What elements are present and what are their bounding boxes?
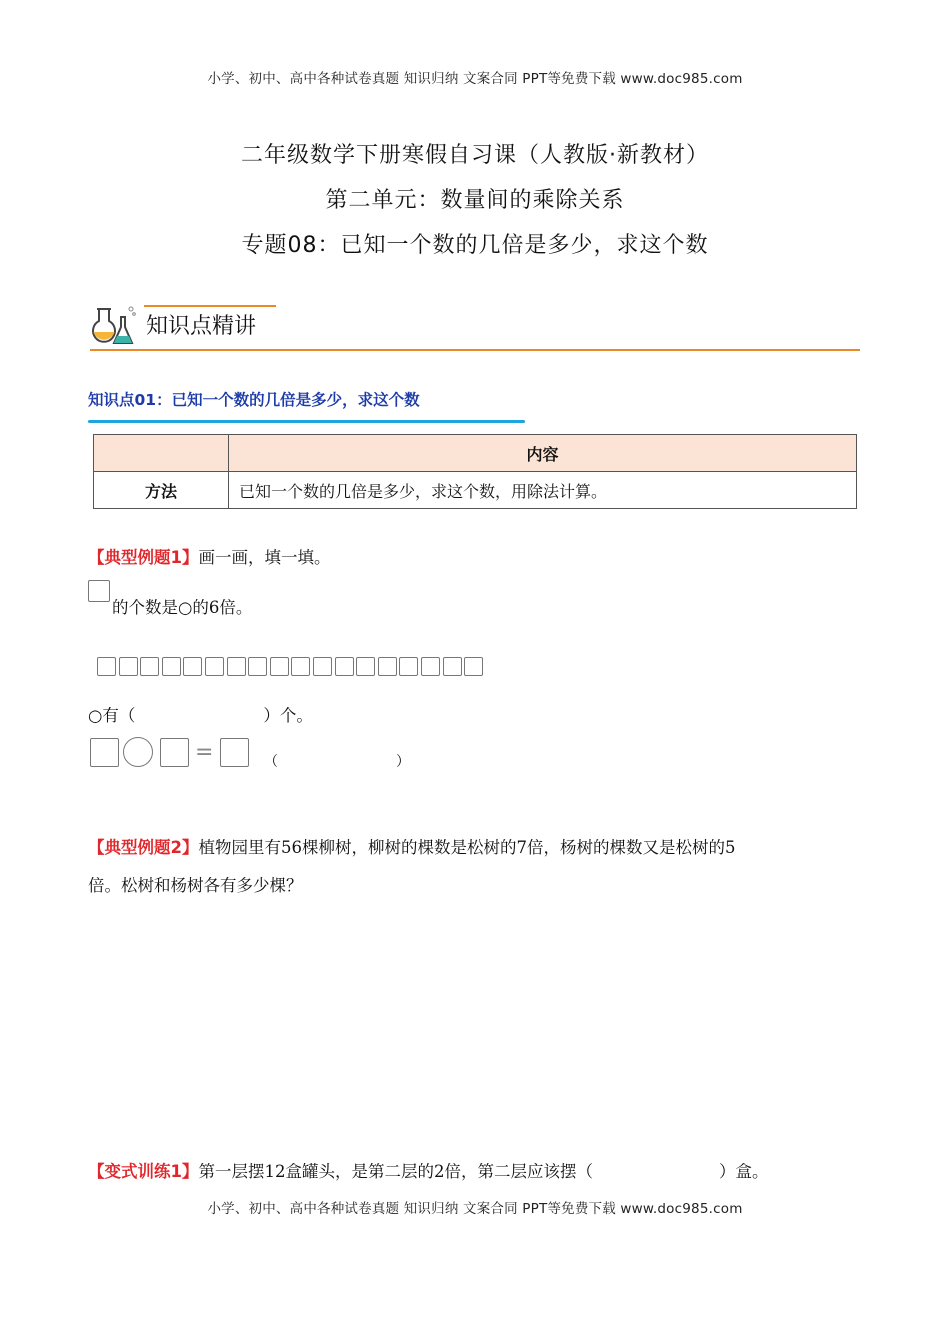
fill-line-suffix: ）个。 (263, 706, 313, 725)
example2-line2: 倍。松树和杨树各有多少棵？ (88, 876, 303, 895)
equation-box[interactable] (90, 738, 119, 767)
square-item-icon (378, 657, 397, 676)
table-header-row (94, 435, 857, 472)
table-row-label: 方法 (94, 472, 229, 509)
example1-fill-line (88, 702, 313, 726)
example1-heading (88, 544, 330, 568)
square-item-icon (205, 657, 224, 676)
practice1-text-after: ）盒。 (718, 1162, 769, 1181)
equation-box[interactable] (160, 738, 189, 767)
example1-statement: 的个数是○的6倍。 (112, 598, 253, 617)
square-item-icon (356, 657, 375, 676)
section-title: 知识点精讲 (146, 314, 257, 339)
practice1-line (88, 1158, 868, 1182)
square-symbol-icon (88, 580, 110, 602)
table-row (94, 472, 857, 509)
table-row-content: 已知一个数的几倍是多少，求这个数，用除法计算。 (229, 472, 857, 509)
practice1-text-before: 第一层摆12盒罐头，是第二层的2倍，第二层应该摆（ (198, 1162, 593, 1181)
square-item-icon (183, 657, 202, 676)
example2-tag: 【典型例题2】 (88, 838, 199, 857)
method-table (93, 434, 857, 509)
section-accent-line (144, 305, 276, 307)
square-item-icon (119, 657, 138, 676)
paren-close: ） (396, 754, 410, 770)
topic-title: 专题08：已知一个数的几倍是多少，求这个数 (241, 233, 709, 258)
square-item-icon (97, 657, 116, 676)
example1-prompt: 画一画，填一填。 (198, 548, 331, 567)
knowledge-point-title: 知识点01：已知一个数的几倍是多少，求这个数 (88, 391, 420, 409)
example2-line1 (88, 834, 858, 858)
example2-text: 植物园里有56棵柳树，柳树的棵数是松树的7倍，杨树的棵数又是松树的5 (198, 838, 736, 857)
fill-line-prefix: ○有（ (88, 706, 136, 725)
doc-title: 二年级数学下册寒假自习课（人教版·新教材） (241, 143, 709, 168)
unit-title: 第二单元：数量间的乘除关系 (325, 188, 625, 213)
square-item-icon (399, 657, 418, 676)
flask-icon (90, 303, 138, 349)
square-row (97, 657, 483, 679)
page-footer: 小学、初中、高中各种试卷真题 知识归纳 文案合同 PPT等免费下载 www.doc985.com (207, 1201, 743, 1217)
square-item-icon (248, 657, 267, 676)
square-item-icon (335, 657, 354, 676)
equals-sign: = (195, 740, 214, 765)
square-item-icon (443, 657, 462, 676)
page-header: 小学、初中、高中各种试卷真题 知识归纳 文案合同 PPT等免费下载 www.doc985.com (207, 71, 743, 87)
square-item-icon (162, 657, 181, 676)
square-item-icon (464, 657, 483, 676)
square-item-icon (270, 657, 289, 676)
example1-tag: 【典型例题1】 (88, 548, 199, 567)
square-item-icon (291, 657, 310, 676)
square-item-icon (140, 657, 159, 676)
section-divider (90, 349, 860, 351)
knowledge-point-underline (88, 420, 525, 423)
square-item-icon (227, 657, 246, 676)
equation-unit-paren (264, 751, 410, 771)
equation-circle[interactable] (123, 737, 153, 767)
square-item-icon (421, 657, 440, 676)
table-header-cell (94, 435, 229, 472)
table-header-cell: 内容 (229, 435, 857, 472)
equation-result-box[interactable] (220, 738, 249, 767)
practice1-tag: 【变式训练1】 (88, 1162, 199, 1181)
square-item-icon (313, 657, 332, 676)
paren-open: （ (264, 754, 278, 770)
